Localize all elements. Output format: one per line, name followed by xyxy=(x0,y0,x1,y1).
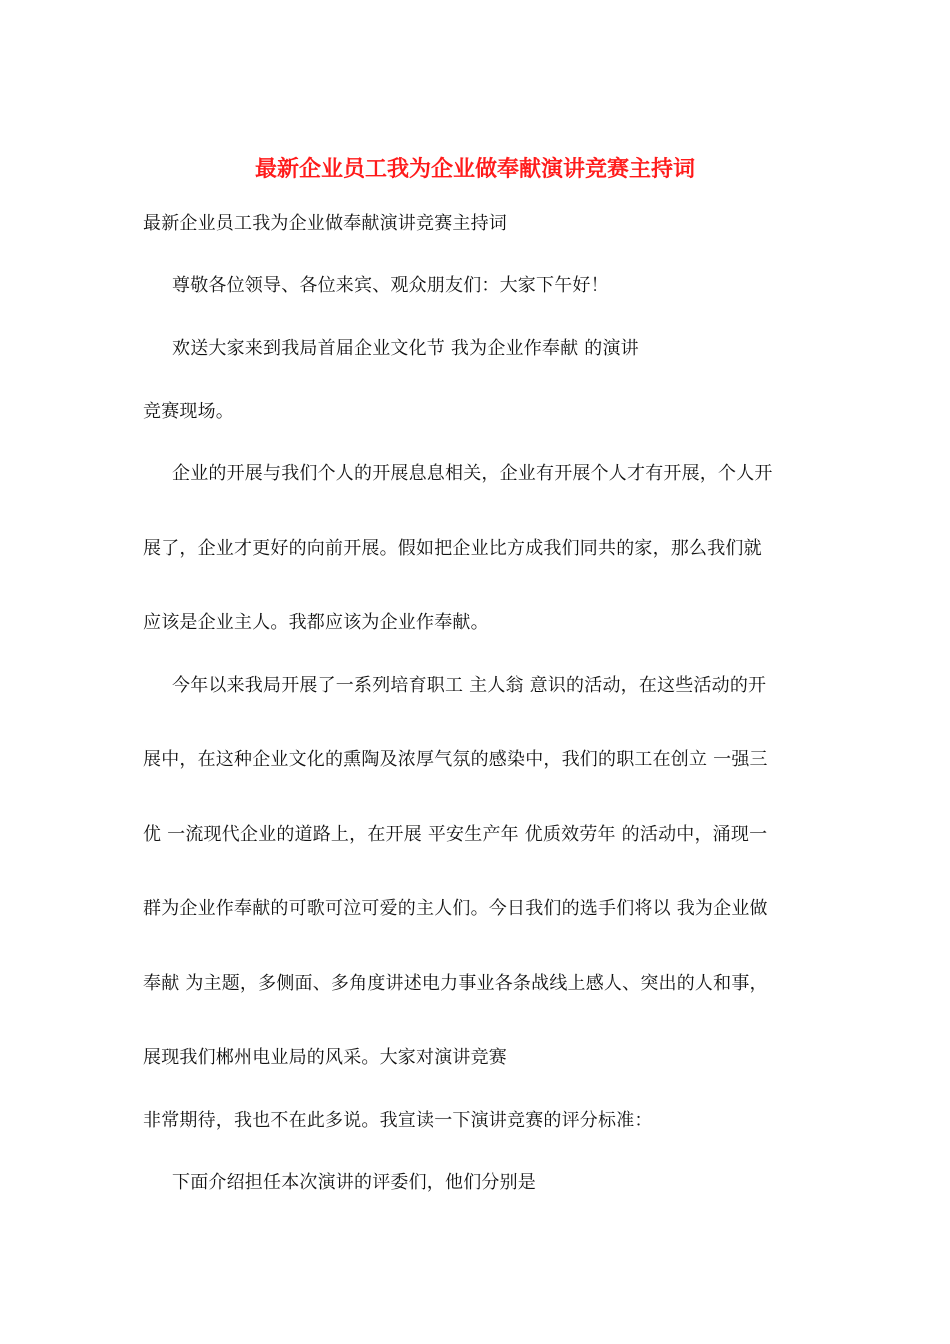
paragraph-line: 企业的开展与我们个人的开展息息相关，企业有开展个人才有开展，个人开 xyxy=(172,463,773,484)
paragraph-line: 优 一流现代企业的道路上，在开展 平安生产年 优质效劳年 的活动中，涌现一 xyxy=(143,824,768,845)
paragraph-line: 尊敬各位领导、各位来宾、观众朋友们：大家下午好！ xyxy=(172,275,609,296)
document-title: 最新企业员工我为企业做奉献演讲竞赛主持词 xyxy=(254,156,695,182)
subtitle-line: 最新企业员工我为企业做奉献演讲竞赛主持词 xyxy=(143,213,507,234)
paragraph-line: 欢送大家来到我局首届企业文化节 我为企业作奉献 的演讲 xyxy=(172,338,639,359)
paragraph-line: 展现我们郴州电业局的风采。大家对演讲竞赛 xyxy=(143,1047,507,1068)
paragraph-line: 下面介绍担任本次演讲的评委们，他们分别是 xyxy=(172,1172,536,1193)
paragraph-line: 非常期待，我也不在此多说。我宣读一下演讲竞赛的评分标准： xyxy=(143,1110,653,1131)
paragraph-line: 群为企业作奉献的可歌可泣可爱的主人们。今日我们的选手们将以 我为企业做 xyxy=(143,898,768,919)
paragraph-line: 展了，企业才更好的向前开展。假如把企业比方成我们同共的家，那么我们就 xyxy=(143,538,762,559)
paragraph-line: 应该是企业主人。我都应该为企业作奉献。 xyxy=(143,612,489,633)
paragraph-line: 奉献 为主题，多侧面、多角度讲述电力事业各条战线上感人、突出的人和事， xyxy=(143,973,768,994)
paragraph-line: 展中，在这种企业文化的熏陶及浓厚气氛的感染中，我们的职工在创立 一强三 xyxy=(143,749,768,770)
paragraph-line: 竞赛现场。 xyxy=(143,401,234,422)
paragraph-line: 今年以来我局开展了一系列培育职工 主人翁 意识的活动，在这些活动的开 xyxy=(172,675,767,696)
